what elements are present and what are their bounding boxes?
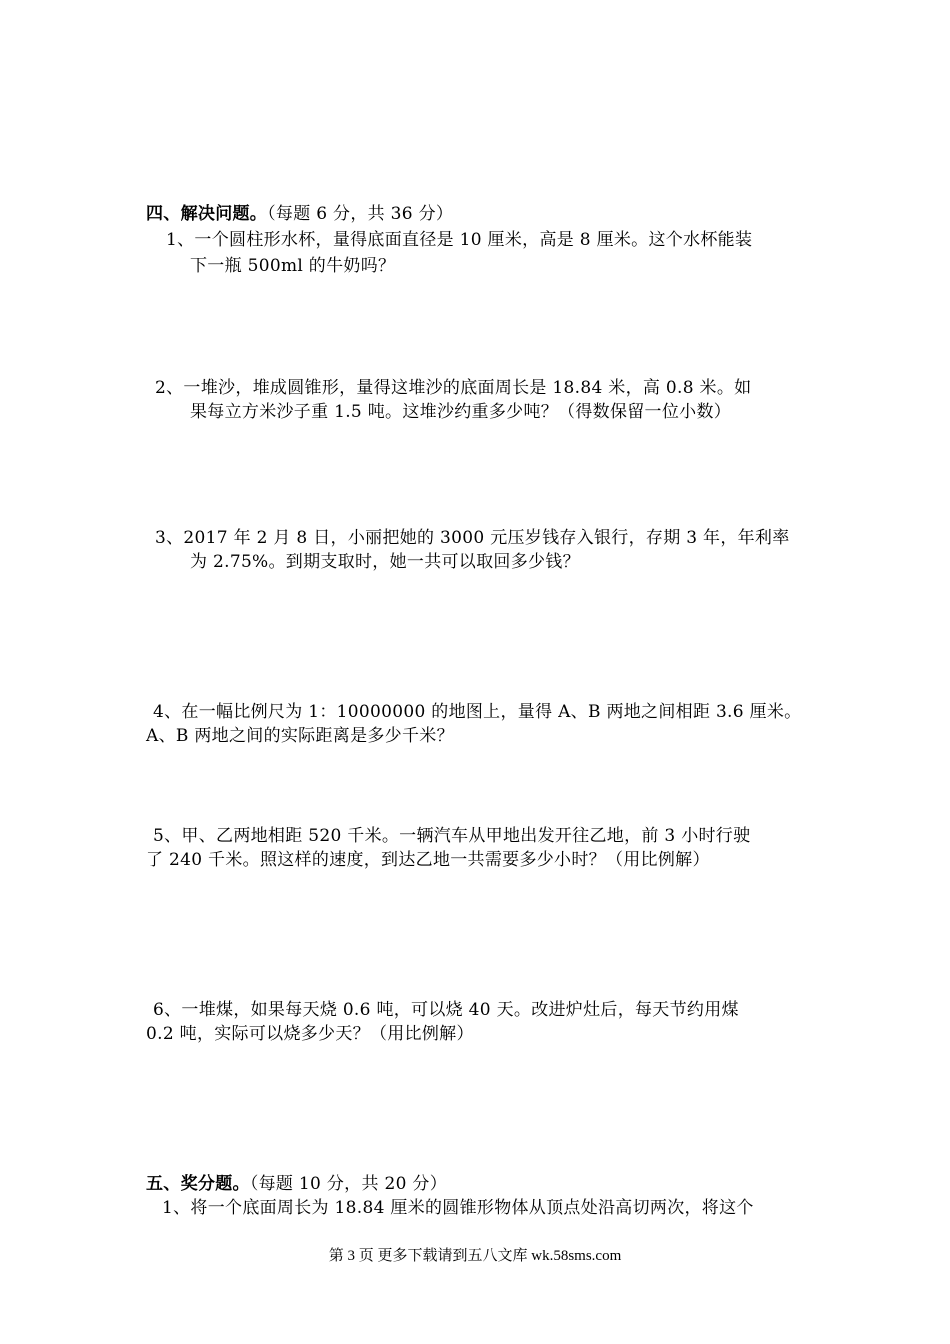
page-footer: 第 3 页 更多下载请到五八文库 wk.58sms.com xyxy=(328,1248,622,1264)
s5-q1-line-1: 1、将一个底面周长为 18.84 厘米的圆锥形物体从顶点处沿高切两次，将这个 xyxy=(162,1198,754,1218)
q1-line-1: 1、一个圆柱形水杯，量得底面直径是 10 厘米，高是 8 厘米。这个水杯能装 xyxy=(166,230,753,250)
q4-line-1: 4、在一幅比例尺为 1：10000000 的地图上，量得 A、B 两地之间相距 3.6 厘米。 xyxy=(153,702,802,722)
section-4-note: （每题 6 分，共 36 分） xyxy=(267,204,454,224)
q6-line-2: 0.2 吨，实际可以烧多少天？（用比例解） xyxy=(146,1024,474,1044)
q1-line-2: 下一瓶 500ml 的牛奶吗？ xyxy=(190,256,396,276)
q3-line-2: 为 2.75%。到期支取时，她一共可以取回多少钱？ xyxy=(190,552,580,572)
section-5-heading xyxy=(146,1172,447,1196)
section-5-title: 五、奖分题。 xyxy=(146,1174,250,1194)
section-4-title: 四、解决问题。 xyxy=(146,204,268,224)
q3-line-1: 3、2017 年 2 月 8 日，小丽把她的 3000 元压岁钱存入银行，存期 3 年，年利率 xyxy=(155,528,790,548)
q2-line-1: 2、一堆沙，堆成圆锥形，量得这堆沙的底面周长是 18.84 米，高 0.8 米。如 xyxy=(155,378,752,398)
section-4-heading xyxy=(146,202,453,226)
q6-line-1: 6、一堆煤，如果每天烧 0.6 吨，可以烧 40 天。改进炉灶后，每天节约用煤 xyxy=(153,1000,739,1020)
section-5-note: （每题 10 分，共 20 分） xyxy=(249,1174,447,1194)
q4-line-2: A、B 两地之间的实际距离是多少千米？ xyxy=(146,726,454,746)
q5-line-2: 了 240 千米。照这样的速度，到达乙地一共需要多少小时？（用比例解） xyxy=(146,850,710,870)
q5-line-1: 5、甲、乙两地相距 520 千米。一辆汽车从甲地出发开往乙地，前 3 小时行驶 xyxy=(153,826,751,846)
q2-line-2: 果每立方米沙子重 1.5 吨。这堆沙约重多少吨？（得数保留一位小数） xyxy=(190,402,732,422)
